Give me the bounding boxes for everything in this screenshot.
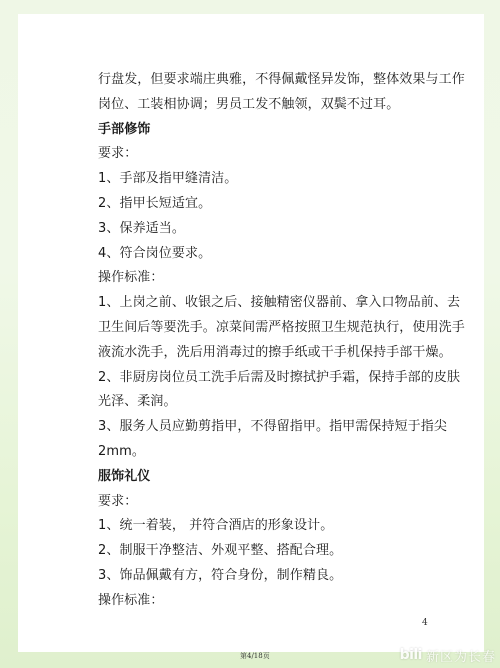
text-line: 2mm。: [98, 443, 145, 459]
text-line: 4、符合岗位要求。: [98, 245, 212, 261]
page-footer: 第4/18页: [240, 652, 270, 660]
watermark: [400, 645, 496, 665]
text-line: 2、制服干净整洁、外观平整、搭配合理。: [98, 543, 343, 559]
text-line: 2、指甲长短适宜。: [98, 195, 212, 211]
text-line: 光泽、柔润。: [98, 394, 177, 410]
text-line: 液流水洗手，洗后用消毒过的擦手纸或干手机保持手部干燥。: [98, 344, 452, 360]
section-heading: 服饰礼仪: [98, 468, 151, 484]
section-heading: 手部修饰: [98, 121, 151, 137]
bilibili-logo-icon: bili: [399, 647, 422, 663]
text-line: 卫生间后等要洗手。凉菜间需严格按照卫生规范执行，使用洗手: [98, 319, 465, 335]
text-line: 要求：: [98, 146, 138, 162]
text-line: 岗位、工装相协调；男员工发不触领，双鬓不过耳。: [98, 96, 400, 112]
text-line: 1、上岗之前、收银之后、接触精密仪器前、拿入口物品前、去: [98, 295, 461, 311]
text-line: 3、保养适当。: [98, 220, 185, 236]
text-line: 1、手部及指甲缝清洁。: [98, 171, 238, 187]
page-number: 4: [422, 618, 428, 628]
text-line: 行盘发，但要求端庄典雅，不得佩戴怪异发饰，整体效果与工作: [98, 72, 465, 87]
document-body: [98, 68, 465, 614]
watermark-text: 新区为长春: [425, 649, 496, 665]
text-line: 3、服务人员应勤剪指甲，不得留指甲。指甲需保持短于指尖: [98, 419, 447, 435]
text-line: 1、统一着装， 并符合酒店的形象设计。: [98, 518, 334, 534]
text-line: 要求：: [98, 493, 138, 509]
text-line: 操作标准：: [98, 592, 164, 608]
text-line: 2、非厨房岗位员工洗手后需及时擦拭护手霜，保持手部的皮肤: [98, 369, 461, 385]
text-line: 3、饰品佩戴有方，符合身份，制作精良。: [98, 567, 343, 583]
text-line: 操作标准：: [98, 270, 164, 286]
